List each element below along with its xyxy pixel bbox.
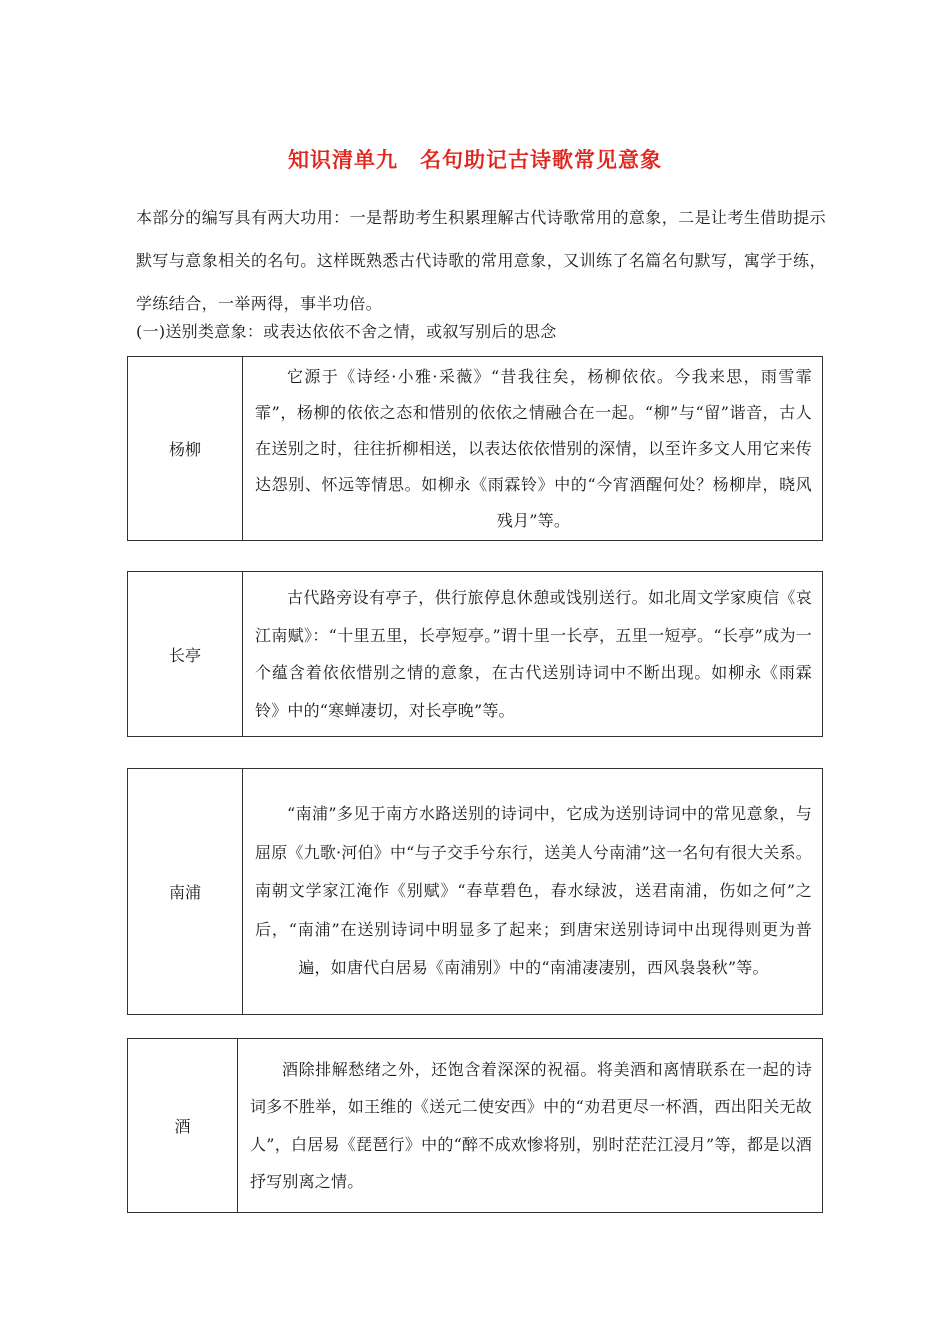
imagery-table-south-bank: [127, 768, 823, 1015]
page-title: 知识清单九 名句助记古诗歌常见意象: [288, 148, 662, 172]
section-heading: (一)送别类意象：或表达依依不舍之情，或叙写别后的思念: [136, 322, 557, 341]
description-text: 它源于《诗经·小雅·采薇》“昔我往矣，杨柳依依。今我来思，雨雪霏霏”，杨柳的依依之态和惜别的依依之情融合在一起。“柳”与“留”谐音，古人在送别之时，往往折柳相送，以表达依依惜别的深情，以至许多文人用它来传达怨别、怀远等情思。如柳永《雨霖铃》中的“今宵酒醒何处？杨柳岸，晓风残月”等。: [255, 366, 812, 530]
table-row: [128, 572, 823, 737]
imagery-table-long-pavilion: [127, 571, 823, 737]
term-cell: 长亭: [128, 572, 243, 737]
description-cell: [243, 769, 823, 1015]
intro-paragraph: 本部分的编写具有两大功用：一是帮助考生积累理解古代诗歌常用的意象，二是让考生借助提示默写与意象相关的名句。这样既熟悉古代诗歌的常用意象，又训练了名篇名句默写，寓学于练，学练结合，一举两得，事半功倍。: [136, 208, 826, 313]
table-row: [128, 1039, 823, 1213]
term-cell: 酒: [128, 1039, 238, 1213]
table-row: [128, 357, 823, 541]
term-cell: 杨柳: [128, 357, 243, 541]
description-cell: [243, 572, 823, 737]
description-text: 古代路旁设有亭子，供行旅停息休憩或饯别送行。如北周文学家庾信《哀江南赋》：“十里五里，长亭短亭。”谓十里一长亭，五里一短亭。“长亭”成为一个蕴含着依依惜别之情的意象，在古代送别诗词中不断出现。如柳永《雨霖铃》中的“寒蝉凄切，对长亭晚”等。: [255, 588, 812, 720]
description-cell: [238, 1039, 823, 1213]
description-text: 酒除排解愁绪之外，还饱含着深深的祝福。将美酒和离情联系在一起的诗词多不胜举，如王维的《送元二使安西》中的“劝君更尽一杯酒，西出阳关无故人”，白居易《琵琶行》中的“醉不成欢惨将别，别时茫茫江浸月”等，都是以酒抒写别离之情。: [250, 1059, 812, 1191]
imagery-table-willow: [127, 356, 823, 541]
term-cell: 南浦: [128, 769, 243, 1015]
description-cell: [243, 357, 823, 541]
table-row: [128, 769, 823, 1015]
imagery-table-wine: [127, 1038, 823, 1213]
description-text: “南浦”多见于南方水路送别的诗词中，它成为送别诗词中的常见意象，与屈原《九歌·河伯》中“与子交手兮东行，送美人兮南浦”这一名句有很大关系。南朝文学家江淹作《别赋》“春草碧色，春水绿波，送君南浦，伤如之何”之后，“南浦”在送别诗词中明显多了起来；到唐宋送别诗词中出现得则更为普遍，如唐代白居易《南浦别》中的“南浦凄凄别，西风袅袅秋”等。: [255, 804, 812, 978]
